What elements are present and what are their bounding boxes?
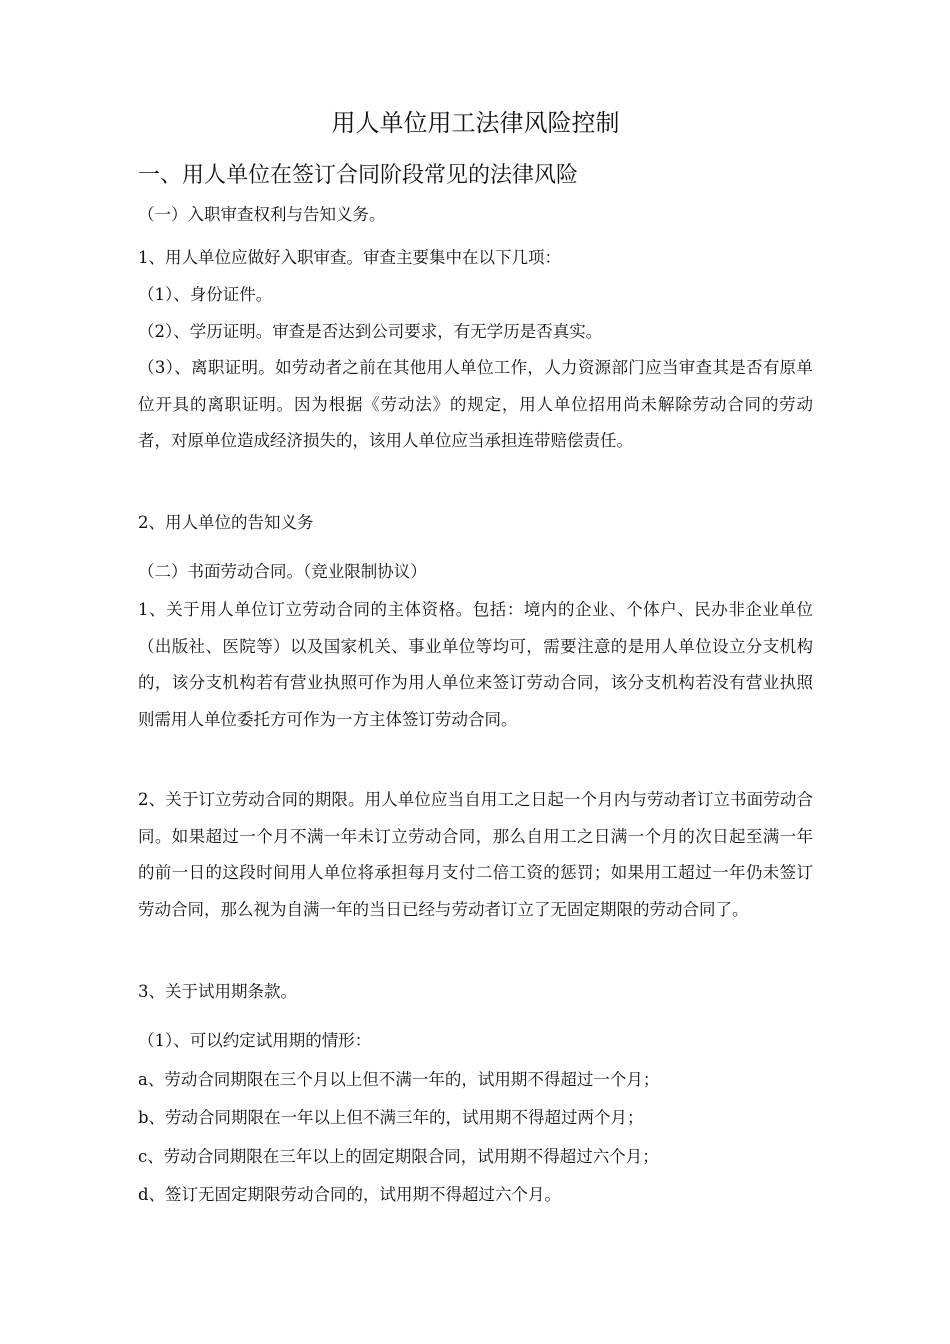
section-heading: 一、用人单位在签订合同阶段常见的法律风险 bbox=[138, 163, 579, 188]
list-item: d、签订无固定期限劳动合同的，试用期不得超过六个月。 bbox=[138, 1185, 562, 1204]
paragraph: 1、关于用人单位订立劳动合同的主体资格。包括：境内的企业、个体户、民办非企业单位（出版社、医院等）以及国家机关、事业单位等均可，需要注意的是用人单位设立分支机构的，该分支机构若有营业执照可作为用人单位来签订劳动合同，该分支机构若没有营业执照则需用人单位委托方可作为一方主体签订劳动合同。 bbox=[138, 600, 813, 729]
list-item: c、劳动合同期限在三年以上的固定期限合同，试用期不得超过六个月； bbox=[138, 1147, 659, 1166]
list-item: （3）、离职证明。如劳动者之前在其他用人单位工作，人力资源部门应当审查其是否有原单位开具的离职证明。因为根据《劳动法》的规定，用人单位招用尚未解除劳动合同的劳动者，对原单位造成经济损失的，该用人单位应当承担连带赔偿责任。 bbox=[138, 358, 813, 451]
list-item: （1）、身份证件。 bbox=[138, 285, 273, 304]
paragraph: 2、用人单位的告知义务 bbox=[138, 513, 314, 532]
list-item: a、劳动合同期限在三个月以上但不满一年的，试用期不得超过一个月； bbox=[138, 1070, 660, 1089]
subsection-heading: （二）书面劳动合同。（竞业限制协议） bbox=[138, 562, 427, 581]
paragraph: 1、用人单位应做好入职审查。审查主要集中在以下几项： bbox=[138, 248, 561, 267]
document-title: 用人单位用工法律风险控制 bbox=[331, 109, 620, 137]
paragraph: 2、关于订立劳动合同的期限。用人单位应当自用工之日起一个月内与劳动者订立书面劳动合同。如果超过一个月不满一年未订立劳动合同，那么自用工之日满一个月的次日起至满一年的前一日的这段时间用人单位将承担每月支付二倍工资的惩罚；如果用工超过一年仍未签订劳动合同，那么视为自满一年的当日已经与劳动者订立了无固定期限的劳动合同了。 bbox=[138, 790, 813, 919]
subsection-heading: （一）入职审查权利与告知义务。 bbox=[138, 205, 386, 224]
list-item: b、劳动合同期限在一年以上但不满三年的，试用期不得超过两个月； bbox=[138, 1108, 644, 1127]
list-item: （2）、学历证明。审查是否达到公司要求，有无学历是否真实。 bbox=[138, 322, 603, 341]
paragraph: 3、关于试用期条款。 bbox=[138, 982, 297, 1001]
list-item: （1）、可以约定试用期的情形： bbox=[138, 1031, 372, 1050]
